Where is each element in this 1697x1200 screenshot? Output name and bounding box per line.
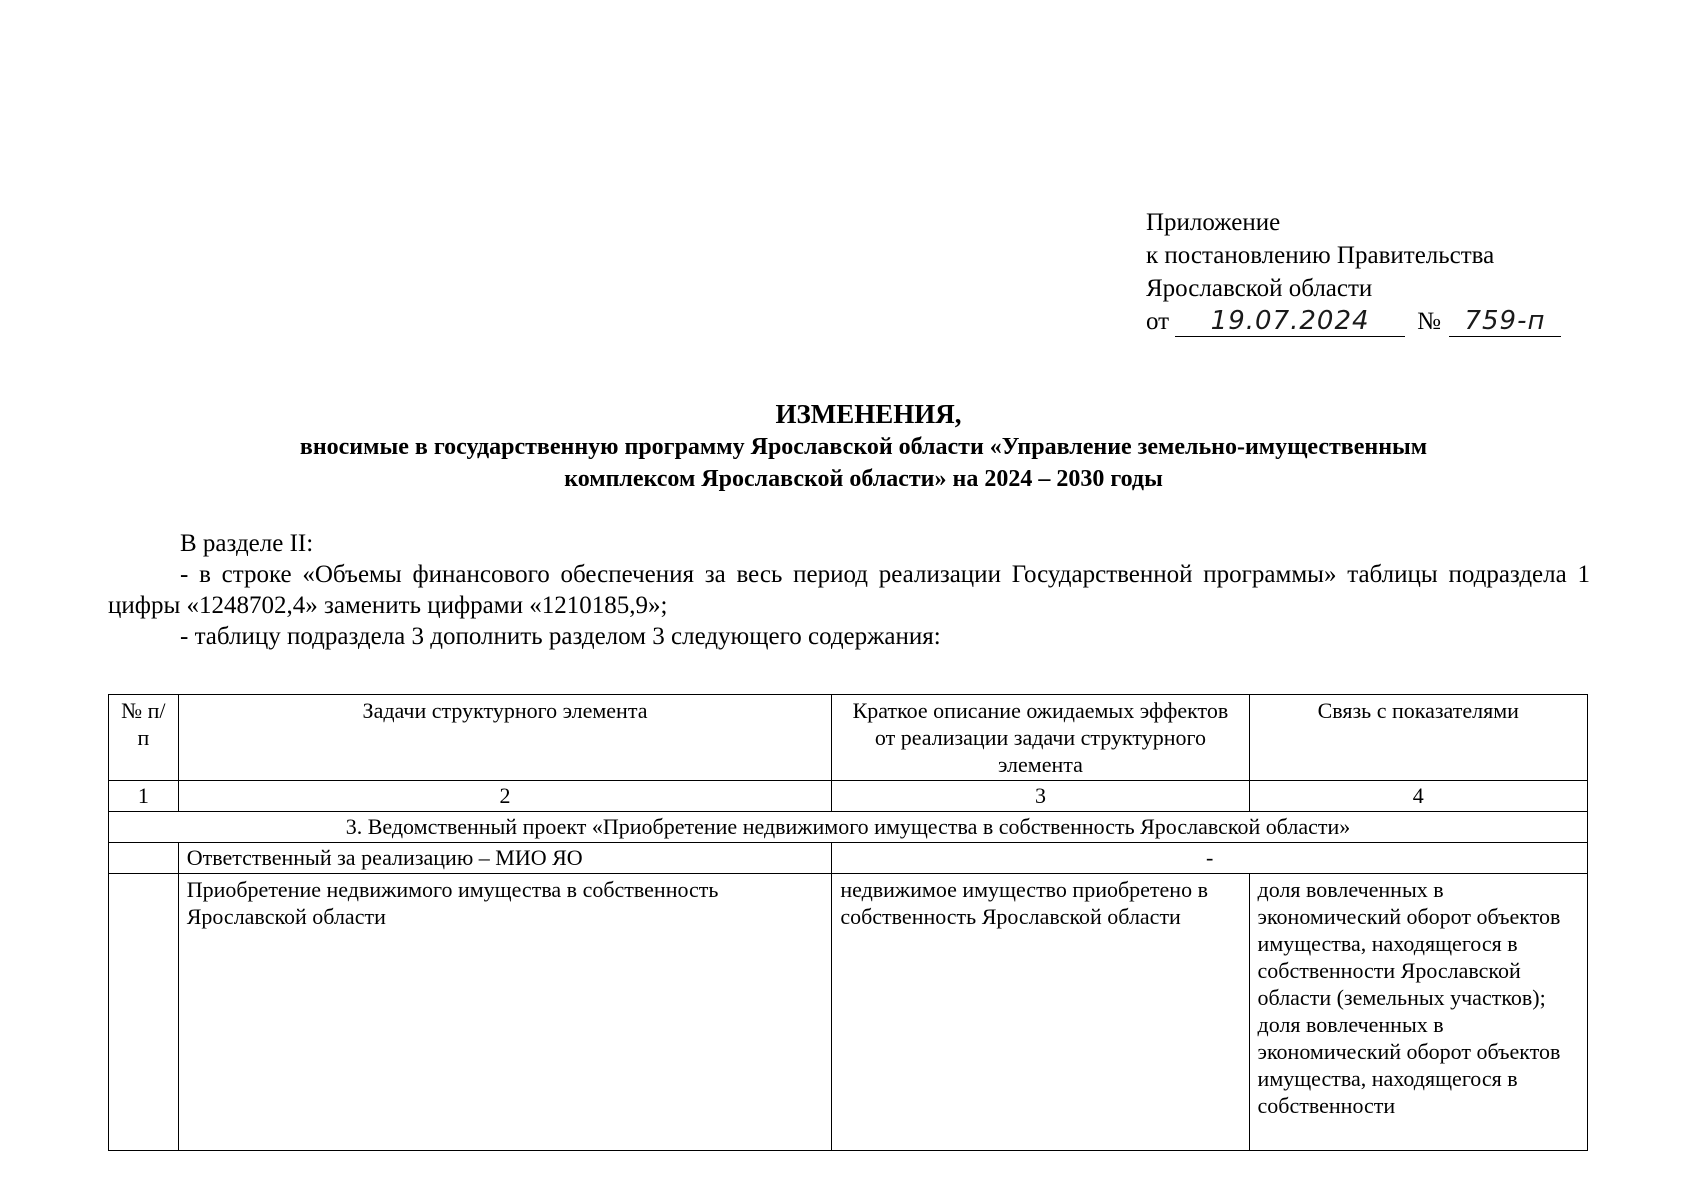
structural-elements-table [108, 694, 1588, 1151]
paragraph-section: В разделе II: [180, 530, 314, 557]
responsible-number-cell [109, 843, 179, 874]
title-heading: ИЗМЕНЕНИЯ, [775, 399, 962, 429]
header-tasks: Задачи структурного элемента [178, 695, 832, 781]
appendix-line-3: Ярославской области [1146, 275, 1373, 302]
appendix-date-number-line [1146, 305, 1561, 338]
title-subtitle-line-1: вносимые в государственную программу Ярославской области «Управление земельно-имущественным [299, 434, 1428, 460]
appendix-line-2: к постановлению Правительства [1146, 242, 1495, 269]
row-indicator-2: доля вовлеченных в экономический оборот объектов имущества, находящегося в собственности [1257, 1012, 1561, 1118]
header-number: № п/п [109, 695, 179, 781]
document-title [0, 397, 1697, 495]
appendix-line-1: Приложение [1146, 209, 1281, 236]
section-title-row [109, 812, 1588, 843]
number-prefix: № [1417, 308, 1441, 335]
column-number-4: 4 [1249, 781, 1587, 812]
responsible-text: Ответственный за реализацию – МИО ЯО [178, 843, 832, 874]
paragraph-amendment-1: - в строке «Объемы финансового обеспечения за весь период реализации Государственной программы» таблицы подраздела 1 цифры «1248702,4» заменить цифрами «1210185,9»; [108, 561, 1590, 619]
section-title: 3. Ведомственный проект «Приобретение недвижимого имущества в собственность Ярославской области» [109, 812, 1588, 843]
table-header-row [109, 695, 1588, 781]
paragraph-amendment-2: - таблицу подраздела 3 дополнить разделом 3 следующего содержания: [180, 623, 941, 650]
column-numbers-row [109, 781, 1588, 812]
column-number-2: 2 [178, 781, 832, 812]
table-row [109, 874, 1588, 1151]
row-effect: недвижимое имущество приобретено в собственность Ярославской области [832, 874, 1249, 1151]
row-task: Приобретение недвижимого имущества в собственность Ярославской области [178, 874, 832, 1151]
responsible-row [109, 843, 1588, 874]
body-text [108, 528, 1590, 652]
handwritten-date: 19.07.2024 [1175, 306, 1405, 337]
row-indicator-1: доля вовлеченных в экономический оборот объектов имущества, находящегося в собственности Ярославской области (земельных участков); [1257, 877, 1561, 1010]
column-number-1: 1 [109, 781, 179, 812]
date-prefix: от [1146, 308, 1170, 335]
title-subtitle-line-2: комплексом Ярославской области» на 2024 – 2030 годы [564, 466, 1163, 492]
column-number-3: 3 [832, 781, 1249, 812]
header-indicators: Связь с показателями [1249, 695, 1587, 781]
responsible-value: - [832, 843, 1588, 874]
row-indicators [1249, 874, 1587, 1151]
row-number [109, 874, 179, 1151]
handwritten-number: 759-п [1449, 306, 1561, 337]
appendix-block [1146, 206, 1561, 338]
header-effects: Краткое описание ожидаемых эффектов от реализации задачи структурного элемента [832, 695, 1249, 781]
